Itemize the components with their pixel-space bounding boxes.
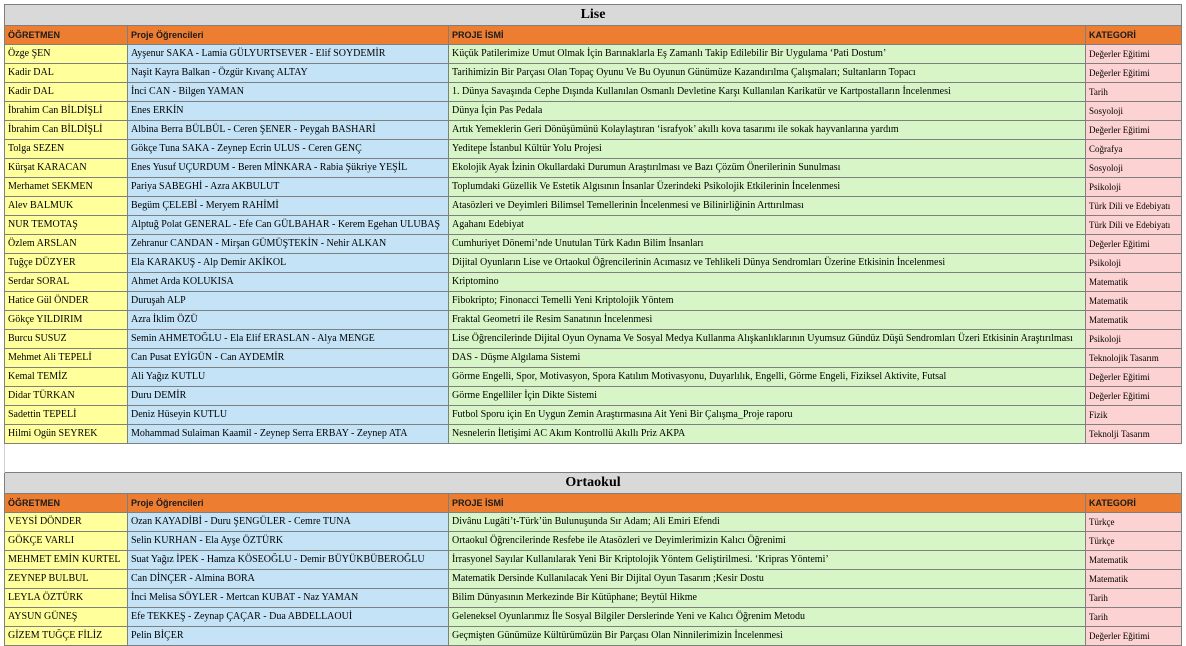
students-cell: Enes ERKİN [128,102,449,121]
table-row [5,83,1182,102]
category-cell: Tarih [1086,83,1182,102]
category-cell: Türkçe [1086,532,1182,551]
teacher-cell: Didar TÜRKAN [5,387,128,406]
table-row [5,159,1182,178]
teacher-cell: Tuğçe DÜZYER [5,254,128,273]
students-cell: Can Pusat EYİGÜN - Can AYDEMİR [128,349,449,368]
project-cell: Cumhuriyet Dönemi’nde Unutulan Türk Kadın Bilim İnsanları [449,235,1086,254]
category-cell: Psikoloji [1086,330,1182,349]
project-cell: Futbol Sporu için En Uygun Zemin Araştırmasına Ait Yeni Bir Çalışma_Proje raporu [449,406,1086,425]
project-cell: Geçmişten Günümüze Kültürümüzün Bir Parçası Olan Ninnilerimizin İncelenmesi [449,627,1086,646]
category-cell: Değerler Eğitimi [1086,235,1182,254]
table-row [5,197,1182,216]
project-cell: Kriptomino [449,273,1086,292]
category-cell: Psikoloji [1086,254,1182,273]
category-cell: Sosyoloji [1086,102,1182,121]
category-cell: Değerler Eğitimi [1086,45,1182,64]
project-cell: Toplumdaki Güzellik Ve Estetik Algısının İnsanlar Üzerindeki Psikolojik Etkilerinin İncelenmesi [449,178,1086,197]
category-cell: Coğrafya [1086,140,1182,159]
students-cell: Alptuğ Polat GENERAL - Efe Can GÜLBAHAR - Kerem Egehan ULUBAŞ [128,216,449,235]
students-cell: Can DİNÇER - Almina BORA [128,570,449,589]
teacher-cell: Kürşat KARACAN [5,159,128,178]
teacher-cell: Hatice Gül ÖNDER [5,292,128,311]
category-cell: Matematik [1086,273,1182,292]
table-row [5,532,1182,551]
project-cell: Fraktal Geometri ile Resim Sanatının İncelenmesi [449,311,1086,330]
project-cell: Tarihimizin Bir Parçası Olan Topaç Oyunu Ve Bu Oyunun Günümüze Kazandırılma Çalışmaları; Sultanların Topacı [449,64,1086,83]
students-cell: Selin KURHAN - Ela Ayşe ÖZTÜRK [128,532,449,551]
category-cell: Değerler Eğitimi [1086,368,1182,387]
header-students: Proje Öğrencileri [128,26,449,45]
table-row [5,102,1182,121]
students-cell: Ayşenur SAKA - Lamia GÜLYURTSEVER - Elif SOYDEMİR [128,45,449,64]
table-row [5,627,1182,646]
table-row [5,235,1182,254]
category-cell: Türkçe [1086,513,1182,532]
category-cell: Teknolji Tasarım [1086,425,1182,444]
project-cell: Matematik Dersinde Kullanılacak Yeni Bir Dijital Oyun Tasarım ;Kesir Dostu [449,570,1086,589]
teacher-cell: Burcu SUSUZ [5,330,128,349]
category-cell: Psikoloji [1086,178,1182,197]
table-row [5,330,1182,349]
project-cell: 1. Dünya Savaşında Cephe Dışında Kullanılan Osmanlı Devletine Karşı Kullanılan Karikatür ve Kartpostalların İncelenmesi [449,83,1086,102]
teacher-cell: Kadir DAL [5,83,128,102]
project-cell: Ekolojik Ayak İzinin Okullardaki Durumun Araştırılması ve Bazı Çözüm Önerilerinin Sunulması [449,159,1086,178]
students-cell: Suat Yağız İPEK - Hamza KÖSEOĞLU - Demir BÜYÜKBÜBEROĞLU [128,551,449,570]
teacher-cell: Kemal TEMİZ [5,368,128,387]
category-cell: Matematik [1086,311,1182,330]
lise-table [4,4,1182,646]
header-teacher: ÖĞRETMEN [5,494,128,513]
project-cell: Nesnelerin İletişimi AC Akım Kontrollü Akıllı Priz AKPA [449,425,1086,444]
category-cell: Fizik [1086,406,1182,425]
teacher-cell: Serdar SORAL [5,273,128,292]
header-teacher: ÖĞRETMEN [5,26,128,45]
table-row [5,349,1182,368]
students-cell: Ali Yağız KUTLU [128,368,449,387]
table-row [5,64,1182,83]
teacher-cell: Özlem ARSLAN [5,235,128,254]
category-cell: Türk Dili ve Edebiyatı [1086,216,1182,235]
lise-title: Lise [5,5,1182,26]
students-cell: Naşit Kayra Balkan - Özgür Kıvanç ALTAY [128,64,449,83]
students-cell: Ela KARAKUŞ - Alp Demir AKİKOL [128,254,449,273]
lise-header-row [5,26,1182,45]
project-cell: Geleneksel Oyunlarımız İle Sosyal Bilgiler Derslerinde Yeni ve Kalıcı Öğrenim Metodu [449,608,1086,627]
table-row [5,425,1182,444]
students-cell: Efe TEKKEŞ - Zeynap ÇAÇAR - Dua ABDELLAOUİ [128,608,449,627]
teacher-cell: Merhamet SEKMEN [5,178,128,197]
table-row [5,513,1182,532]
project-cell: Yeditepe İstanbul Kültür Yolu Projesi [449,140,1086,159]
project-cell: Fibokripto; Finonacci Temelli Yeni Kriptolojik Yöntem [449,292,1086,311]
category-cell: Sosyoloji [1086,159,1182,178]
table-row [5,292,1182,311]
spreadsheet [4,4,1181,646]
table-row [5,178,1182,197]
project-cell: Agahanı Edebiyat [449,216,1086,235]
ortaokul-header-row [5,494,1182,513]
table-row [5,216,1182,235]
students-cell: Azra İklim ÖZÜ [128,311,449,330]
category-cell: Değerler Eğitimi [1086,387,1182,406]
category-cell: Değerler Eğitimi [1086,64,1182,83]
category-cell: Türk Dili ve Edebiyatı [1086,197,1182,216]
teacher-cell: Kadir DAL [5,64,128,83]
teacher-cell: İbrahim Can BİLDİŞLİ [5,121,128,140]
table-row [5,368,1182,387]
table-row [5,254,1182,273]
category-cell: Tarih [1086,608,1182,627]
project-cell: Atasözleri ve Deyimleri Bilimsel Temellerinin İncelenmesi ve Bilinirliğinin Arttırılması [449,197,1086,216]
category-cell: Matematik [1086,551,1182,570]
ortaokul-title: Ortaokul [5,473,1182,494]
project-cell: Dijital Oyunların Lise ve Ortaokul Öğrencilerinin Acımasız ve Tehlikeli Dünya Sendromları Üzerine Etkisinin İncelenmesi [449,254,1086,273]
students-cell: Pariya SABEGHİ - Azra AKBULUT [128,178,449,197]
table-row [5,608,1182,627]
category-cell: Matematik [1086,570,1182,589]
table-row [5,406,1182,425]
table-row [5,551,1182,570]
table-row [5,589,1182,608]
students-cell: Zehranur CANDAN - Mirşan GÜMÜŞTEKİN - Nehir ALKAN [128,235,449,254]
project-cell: Ortaokul Öğrencilerinde Resfebe ile Atasözleri ve Deyimlerimizin Kalıcı Öğrenimi [449,532,1086,551]
category-cell: Tarih [1086,589,1182,608]
students-cell: Mohammad Sulaiman Kaamil - Zeynep Serra ERBAY - Zeynep ATA [128,425,449,444]
header-category: KATEGORİ [1086,26,1182,45]
table-row [5,273,1182,292]
teacher-cell: Mehmet Ali TEPELİ [5,349,128,368]
students-cell: Begüm ÇELEBİ - Meryem RAHİMİ [128,197,449,216]
table-row [5,387,1182,406]
students-cell: Enes Yusuf UÇURDUM - Beren MİNKARA - Rabia Şükriye YEŞİL [128,159,449,178]
teacher-cell: İbrahim Can BİLDİŞLİ [5,102,128,121]
students-cell: İnci CAN - Bilgen YAMAN [128,83,449,102]
header-project: PROJE İSMİ [449,494,1086,513]
teacher-cell: VEYSİ DÖNDER [5,513,128,532]
teacher-cell: LEYLA ÖZTÜRK [5,589,128,608]
students-cell: Gökçe Tuna SAKA - Zeynep Ecrin ULUS - Ceren GENÇ [128,140,449,159]
teacher-cell: Alev BALMUK [5,197,128,216]
students-cell: İnci Melisa SÖYLER - Mertcan KUBAT - Naz YAMAN [128,589,449,608]
category-cell: Değerler Eğitimi [1086,121,1182,140]
project-cell: Artık Yemeklerin Geri Dönüşümünü Kolaylaştıran ‘israfyok’ akıllı kova tasarımı ile sokak hayvanlarına yardım [449,121,1086,140]
category-cell: Değerler Eğitimi [1086,627,1182,646]
table-row [5,45,1182,64]
teacher-cell: Gökçe YILDIRIM [5,311,128,330]
table-row [5,311,1182,330]
teacher-cell: ZEYNEP BULBUL [5,570,128,589]
category-cell: Matematik [1086,292,1182,311]
teacher-cell: Tolga SEZEN [5,140,128,159]
header-project: PROJE İSMİ [449,26,1086,45]
header-students: Proje Öğrencileri [128,494,449,513]
students-cell: Ahmet Arda KOLUKISA [128,273,449,292]
teacher-cell: Sadettin TEPELİ [5,406,128,425]
students-cell: Deniz Hüseyin KUTLU [128,406,449,425]
table-row [5,121,1182,140]
project-cell: Bilim Dünyasının Merkezinde Bir Kütüphane; Beytül Hikme [449,589,1086,608]
students-cell: Ozan KAYADİBİ - Duru ŞENGÜLER - Cemre TUNA [128,513,449,532]
project-cell: Lise Öğrencilerinde Dijital Oyun Oynama Ve Sosyal Medya Kullanma Alışkanlıklarının Uyumsuz Gündüz Düşü Sendromları Üzeri Etkisinin Araştırılması [449,330,1086,349]
teacher-cell: Özge ŞEN [5,45,128,64]
project-cell: İrrasyonel Sayılar Kullanılarak Yeni Bir Kriptolojik Yöntem Geliştirilmesi. ‘Kripras Yöntemi’ [449,551,1086,570]
project-cell: Görme Engelli, Spor, Motivasyon, Spora Katılım Motivasyonu, Duyarlılık, Engelli, Görme Engeli, Fiziksel Aktivite, Futsal [449,368,1086,387]
project-cell: Divânu Lugâti’t-Türk’ün Bulunuşunda Sır Adam; Ali Emiri Efendi [449,513,1086,532]
teacher-cell: MEHMET EMİN KURTEL [5,551,128,570]
spacer-row [5,458,1182,473]
project-cell: Görme Engelliler İçin Dikte Sistemi [449,387,1086,406]
teacher-cell: GİZEM TUĞÇE FİLİZ [5,627,128,646]
teacher-cell: GÖKÇE VARLI [5,532,128,551]
teacher-cell: NUR TEMOTAŞ [5,216,128,235]
table-row [5,570,1182,589]
category-cell: Teknolojik Tasarım [1086,349,1182,368]
teacher-cell: Hilmi Ogün SEYREK [5,425,128,444]
project-cell: Küçük Patilerimize Umut Olmak İçin Barınaklarla Eş Zamanlı Takip Edilebilir Bir Uygulama ‘Pati Dostum’ [449,45,1086,64]
spacer-row [5,444,1182,459]
students-cell: Albina Berra BÜLBÜL - Ceren ŞENER - Peygah BASHARİ [128,121,449,140]
students-cell: Duru DEMİR [128,387,449,406]
students-cell: Pelin BİÇER [128,627,449,646]
students-cell: Duruşah ALP [128,292,449,311]
table-row [5,140,1182,159]
teacher-cell: AYSUN GÜNEŞ [5,608,128,627]
header-category: KATEGORİ [1086,494,1182,513]
project-cell: Dünya İçin Pas Pedala [449,102,1086,121]
project-cell: DAS - Düşme Algılama Sistemi [449,349,1086,368]
students-cell: Semin AHMETOĞLU - Ela Elif ERASLAN - Alya MENGE [128,330,449,349]
